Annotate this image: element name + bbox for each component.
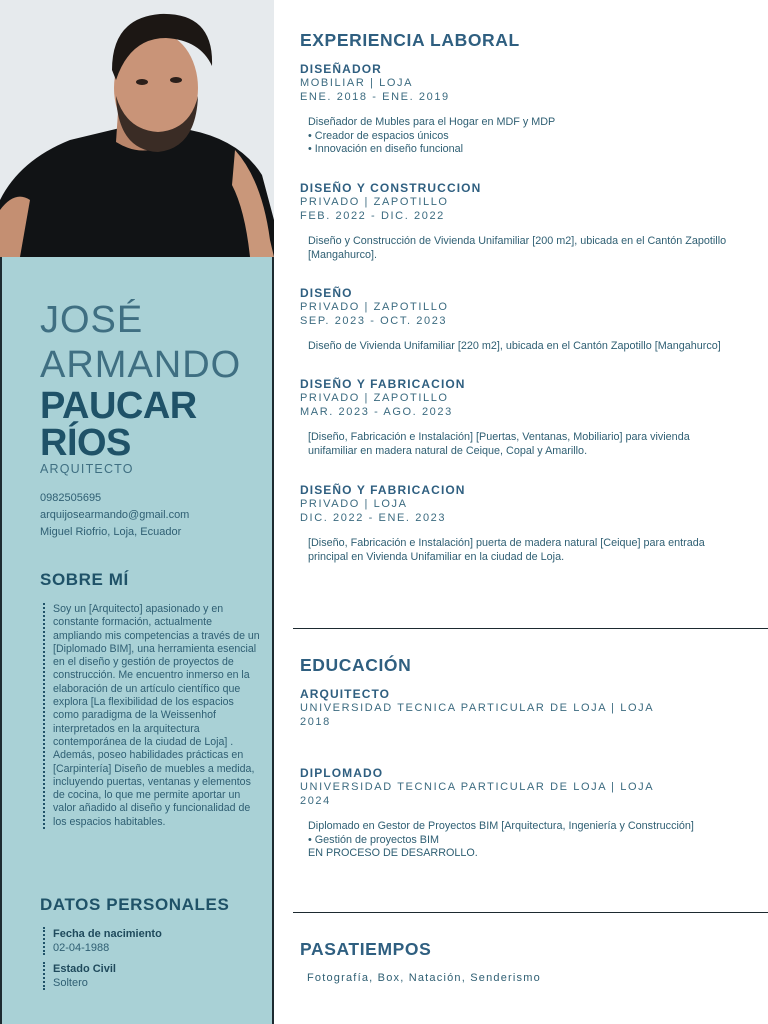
experience-entry xyxy=(300,62,760,157)
personal-value: Soltero xyxy=(53,977,88,989)
entry-dates: MAR. 2023 - AGO. 2023 xyxy=(300,406,453,418)
education-heading: EDUCACIÓN xyxy=(300,655,412,675)
entry-year: 2024 xyxy=(300,795,331,807)
email: arquijosearmando@gmail.com xyxy=(40,509,190,521)
about-heading: SOBRE MÍ xyxy=(40,570,129,589)
section-divider xyxy=(293,628,768,629)
entry-company: PRIVADO | ZAPOTILLO xyxy=(300,301,449,313)
experience-entry xyxy=(300,286,760,354)
education-entry xyxy=(300,687,760,729)
entry-dates: DIC. 2022 - ENE. 2023 xyxy=(300,512,447,524)
phone: 0982505695 xyxy=(40,492,102,504)
personal-item xyxy=(43,962,253,990)
hobbies-text: Fotografía, Box, Natación, Senderismo xyxy=(307,972,541,984)
entry-title: DISEÑADOR xyxy=(300,62,382,76)
entry-description xyxy=(308,116,760,157)
desc-line: [Mangahurco]. xyxy=(308,248,378,261)
personal-heading: DATOS PERSONALES xyxy=(40,895,230,914)
left-column xyxy=(0,0,274,1024)
address: Miguel Riofrio, Loja, Ecuador xyxy=(40,526,182,538)
experience-entry xyxy=(300,181,760,262)
entry-title: DISEÑO Y CONSTRUCCION xyxy=(300,181,482,195)
entry-title: DISEÑO Y FABRICACION xyxy=(300,483,466,497)
entry-description xyxy=(308,235,760,262)
personal-label: Estado Civil xyxy=(53,963,116,975)
entry-title: ARQUITECTO xyxy=(300,687,391,701)
desc-line: • Innovación en diseño funcional xyxy=(308,143,464,155)
entry-title: DISEÑO xyxy=(300,286,353,300)
desc-line: principal en Vivienda Unifamiliar en la ciudad de Loja. xyxy=(308,550,565,563)
entry-company: PRIVADO | ZAPOTILLO xyxy=(300,196,449,208)
desc-line: unifamiliar en madera natural de Ceique, Copal y Amarillo. xyxy=(308,444,588,457)
desc-line: Diplomado en Gestor de Proyectos BIM [Arquitectura, Ingeniería y Construcción] xyxy=(308,820,694,832)
entry-company: MOBILIAR | LOJA xyxy=(300,77,414,89)
experience-entry xyxy=(300,483,760,564)
name-first: JOSÉ xyxy=(40,299,144,341)
profile-photo-illustration xyxy=(0,0,274,257)
personal-label: Fecha de nacimiento xyxy=(53,928,162,940)
personal-value: 02-04-1988 xyxy=(53,942,110,954)
entry-title: DIPLOMADO xyxy=(300,766,384,780)
desc-line: EN PROCESO DE DESARROLLO. xyxy=(308,847,478,859)
education-entry xyxy=(300,766,760,861)
personal-item xyxy=(43,927,253,955)
hobbies-heading: PASATIEMPOS xyxy=(300,939,432,959)
desc-line: Diseñador de Mubles para el Hogar en MDF y MDP xyxy=(308,116,556,128)
desc-line: • Creador de espacios únicos xyxy=(308,129,449,142)
entry-description xyxy=(308,340,760,354)
desc-line: Diseño de Vivienda Unifamiliar [220 m2], ubicada en el Cantón Zapotillo [Mangahurco] xyxy=(308,340,721,352)
profile-photo xyxy=(0,0,274,257)
entry-dates: ENE. 2018 - ENE. 2019 xyxy=(300,91,450,103)
section-divider xyxy=(293,912,768,913)
entry-school: UNIVERSIDAD TECNICA PARTICULAR DE LOJA | LOJA xyxy=(300,702,655,714)
desc-line: [Diseño, Fabricación e Instalación] [Puertas, Ventanas, Mobiliario] para vivienda xyxy=(308,431,690,443)
profession: ARQUITECTO xyxy=(40,462,134,476)
entry-description xyxy=(308,431,760,458)
entry-dates: SEP. 2023 - OCT. 2023 xyxy=(300,315,448,327)
desc-line: Diseño y Construcción de Vivienda Unifamiliar [200 m2], ubicada en el Cantón Zapotillo xyxy=(308,235,727,247)
entry-year: 2018 xyxy=(300,716,331,728)
entry-dates: FEB. 2022 - DIC. 2022 xyxy=(300,210,445,222)
entry-company: PRIVADO | LOJA xyxy=(300,498,408,510)
entry-title: DISEÑO Y FABRICACION xyxy=(300,377,466,391)
name-last-1: PAUCAR xyxy=(40,385,197,427)
entry-description xyxy=(308,537,760,564)
entry-school: UNIVERSIDAD TECNICA PARTICULAR DE LOJA | LOJA xyxy=(300,781,655,793)
experience-entry xyxy=(300,377,760,458)
experience-heading: EXPERIENCIA LABORAL xyxy=(300,30,520,50)
about-text: Soy un [Arquitecto] apasionado y en constante formación, actualmente ampliando mis competencias a través de un [Diplomado BIM], una herramienta esencial en el diseño y gestión de proyectos de construcción. Me encuentro inmerso en la elaboración de un artículo científico que explora [La flexibilidad de los espacios como paradigma de la Weissenhof interpretados en la arquitectura contemporánea de la ciudad de Loja] . Además, poseo habilidades prácticas en [Carpintería] Diseño de muebles a medida, incluyendo puertas, ventanas y elementos de cocina, lo que me permite aportar un valor añadido al diseño y funcionalidad de los espacios habitables. xyxy=(43,603,261,829)
name-middle: ARMANDO xyxy=(40,344,242,386)
entry-company: PRIVADO | ZAPOTILLO xyxy=(300,392,449,404)
desc-line: • Gestión de proyectos BIM xyxy=(308,833,440,846)
desc-line: [Diseño, Fabricación e Instalación] puerta de madera natural [Ceique] para entrada xyxy=(308,537,705,549)
entry-description xyxy=(308,820,760,861)
name-last-2: RÍOS xyxy=(40,422,131,464)
